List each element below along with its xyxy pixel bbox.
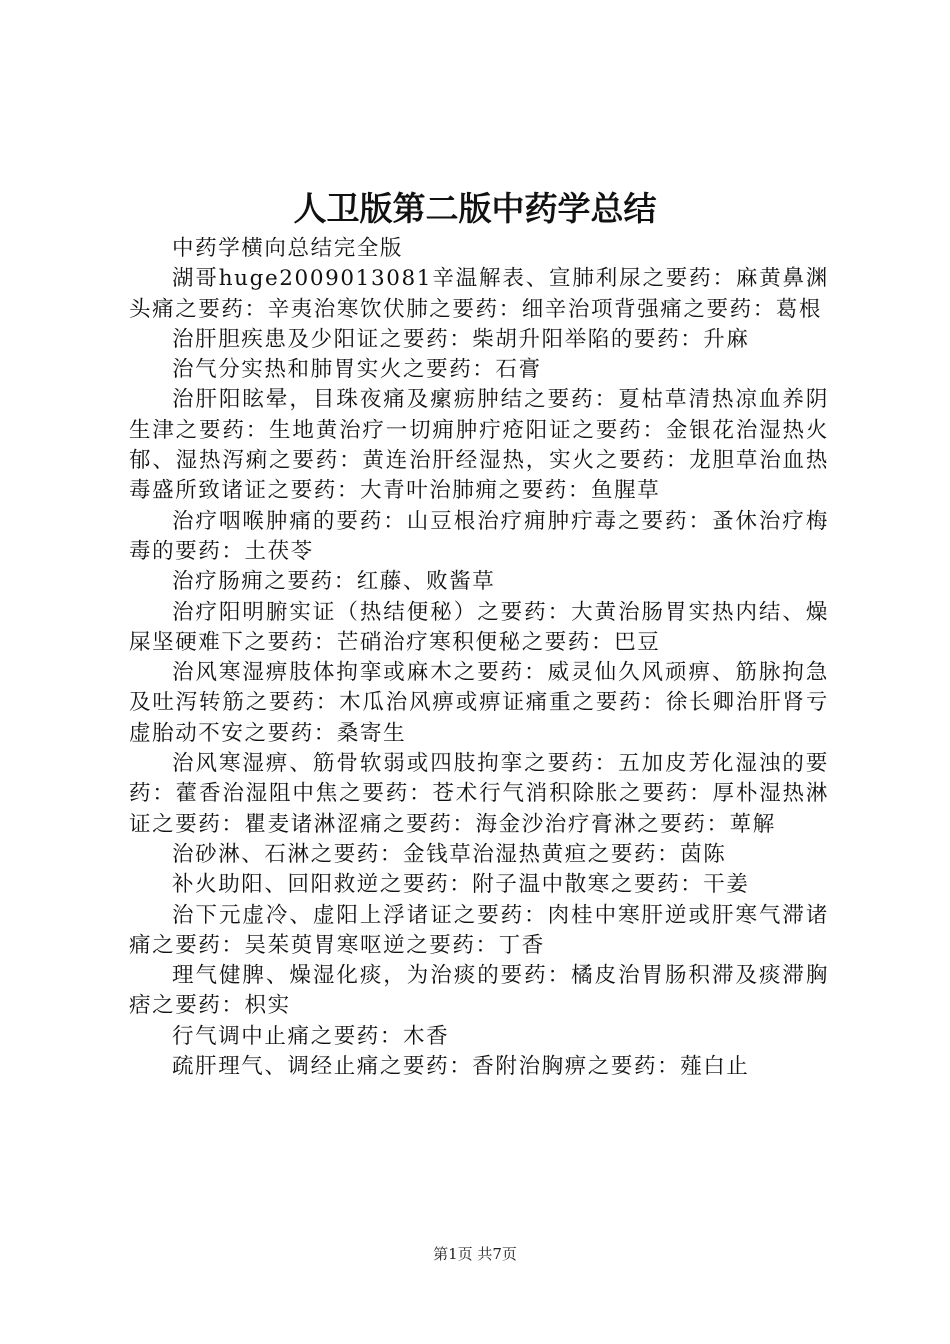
paragraph: 治砂淋、石淋之要药：金钱草治湿热黄疸之要药：茵陈 — [172, 841, 727, 867]
paragraph: 治疗咽喉肿痛的要药：山豆根治疗痈肿疔毒之要药：蚤休治疗梅毒的要药：土茯苓 — [129, 508, 829, 564]
paragraph: 疏肝理气、调经止痛之要药：香附治胸痹之要药：薤白止 — [172, 1054, 750, 1080]
paragraph: 治肝胆疾患及少阳证之要药：柴胡升阳举陷的要药：升麻 — [172, 326, 750, 352]
paragraph: 行气调中止痛之要药：木香 — [172, 1023, 450, 1049]
paragraph: 治气分实热和肺胃实火之要药：石膏 — [172, 357, 542, 383]
paragraph: 中药学横向总结完全版 — [172, 236, 404, 261]
paragraph: 治风寒湿痹肢体拘挛或麻木之要药：威灵仙久风顽痹、筋脉拘急及吐泻转筋之要药：木瓜治风痹或痹证痛重之要药：徐长卿治肝肾亏虚胎动不安之要药：桑寄生 — [129, 660, 829, 746]
paragraph: 补火助阳、回阳救逆之要药：附子温中散寒之要药：干姜 — [172, 872, 750, 898]
page-number-footer: 第1页 共7页 — [433, 1245, 517, 1263]
paragraph: 治疗阳明腑实证（热结便秘）之要药：大黄治肠胃实热内结、燥屎坚硬难下之要药：芒硝治疗寒积便秘之要药：巴豆 — [129, 599, 829, 655]
document-title: 人卫版第二版中药学总结 — [293, 189, 657, 228]
paragraph: 治下元虚冷、虚阳上浮诸证之要药：肉桂中寒肝逆或肝寒气滞诸痛之要药：吴茱萸胃寒呕逆之要药：丁香 — [129, 902, 829, 958]
paragraph: 理气健脾、燥湿化痰，为治痰的要药：橘皮治胃肠积滞及痰滞胸痞之要药：枳实 — [129, 963, 829, 1019]
paragraph: 湖哥huge2009013081辛温解表、宣肺利尿之要药：麻黄鼻渊头痛之要药：辛夷治寒饮伏肺之要药：细辛治项背强痛之要药：葛根 — [129, 266, 829, 322]
paragraph: 治肝阳眩晕，目珠夜痛及瘰疬肿结之要药：夏枯草清热凉血养阴生津之要药：生地黄治疗一切痈肿疔疮阳证之要药：金银花治湿热火郁、湿热泻痢之要药：黄连治肝经湿热，实火之要药：龙胆草治血热毒盛所致诸证之要药：大青叶治肺痈之要药：鱼腥草 — [129, 387, 829, 504]
paragraph: 治疗肠痈之要药：红藤、败酱草 — [172, 569, 496, 595]
document-body — [129, 234, 829, 1082]
paragraph: 治风寒湿痹、筋骨软弱或四肢拘挛之要药：五加皮芳化湿浊的要药：藿香治湿阻中焦之要药：苍术行气消积除胀之要药：厚朴湿热淋证之要药：瞿麦诸淋涩痛之要药：海金沙治疗膏淋之要药：萆解 — [129, 751, 829, 837]
